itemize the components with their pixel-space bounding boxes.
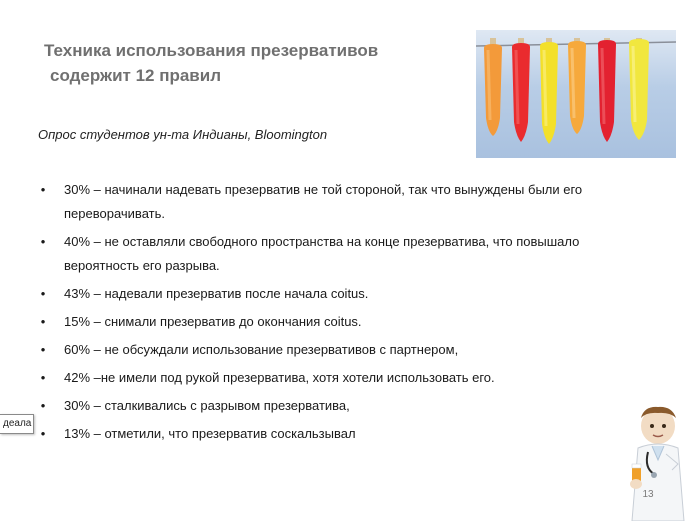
slide-title-line2: содержит 12 правил bbox=[50, 66, 222, 85]
bullet-marker: • bbox=[40, 234, 46, 249]
list-item-text: 43% – надевали презерватив после начала coitus. bbox=[64, 286, 369, 301]
doctor-cartoon-icon bbox=[626, 404, 691, 521]
bullet-marker: • bbox=[40, 182, 46, 197]
bullet-marker: • bbox=[40, 370, 46, 385]
bullet-marker: • bbox=[40, 342, 46, 357]
list-item-text: 30% – сталкивались с разрывом презерватива, bbox=[64, 398, 350, 413]
list-item-text: 30% – начинали надевать презерватив не той стороной, так что вынуждены были его переворачивать. bbox=[64, 182, 583, 221]
bullet-marker: • bbox=[40, 398, 46, 413]
bullet-marker: • bbox=[40, 314, 46, 329]
bullet-marker: • bbox=[40, 426, 46, 441]
page-number: 13 bbox=[642, 489, 654, 500]
condoms-photo bbox=[476, 30, 676, 158]
doctor-illustration bbox=[626, 404, 691, 521]
side-tab[interactable]: деала bbox=[0, 414, 34, 434]
survey-source: Опрос студентов ун-та Индианы, Bloomington bbox=[38, 127, 328, 142]
list-item bbox=[38, 310, 648, 334]
list-item-text: 13% – отметили, что презерватив соскальзывал bbox=[64, 426, 356, 441]
list-item bbox=[38, 178, 648, 226]
statistics-list bbox=[38, 178, 648, 450]
list-item-text: 60% – не обсуждали использование презервативов с партнером, bbox=[64, 342, 459, 357]
list-item bbox=[38, 230, 648, 278]
list-item bbox=[38, 422, 648, 446]
list-item bbox=[38, 394, 648, 418]
slide-title-line1: Техника использования презервативов bbox=[44, 41, 379, 60]
list-item-text: 42% –не имели под рукой презерватива, хотя хотели использовать его. bbox=[64, 370, 495, 385]
list-item-text: 15% – снимали презерватив до окончания coitus. bbox=[64, 314, 362, 329]
list-item-text: 40% – не оставляли свободного пространства на конце презерватива, что повышало вероятность его разрыва. bbox=[64, 234, 580, 273]
bullet-marker: • bbox=[40, 286, 46, 301]
slide-title bbox=[44, 38, 464, 88]
list-item bbox=[38, 366, 648, 390]
list-item bbox=[38, 282, 648, 306]
list-item bbox=[38, 338, 648, 362]
colored-condoms-on-clothesline-icon bbox=[476, 30, 676, 158]
